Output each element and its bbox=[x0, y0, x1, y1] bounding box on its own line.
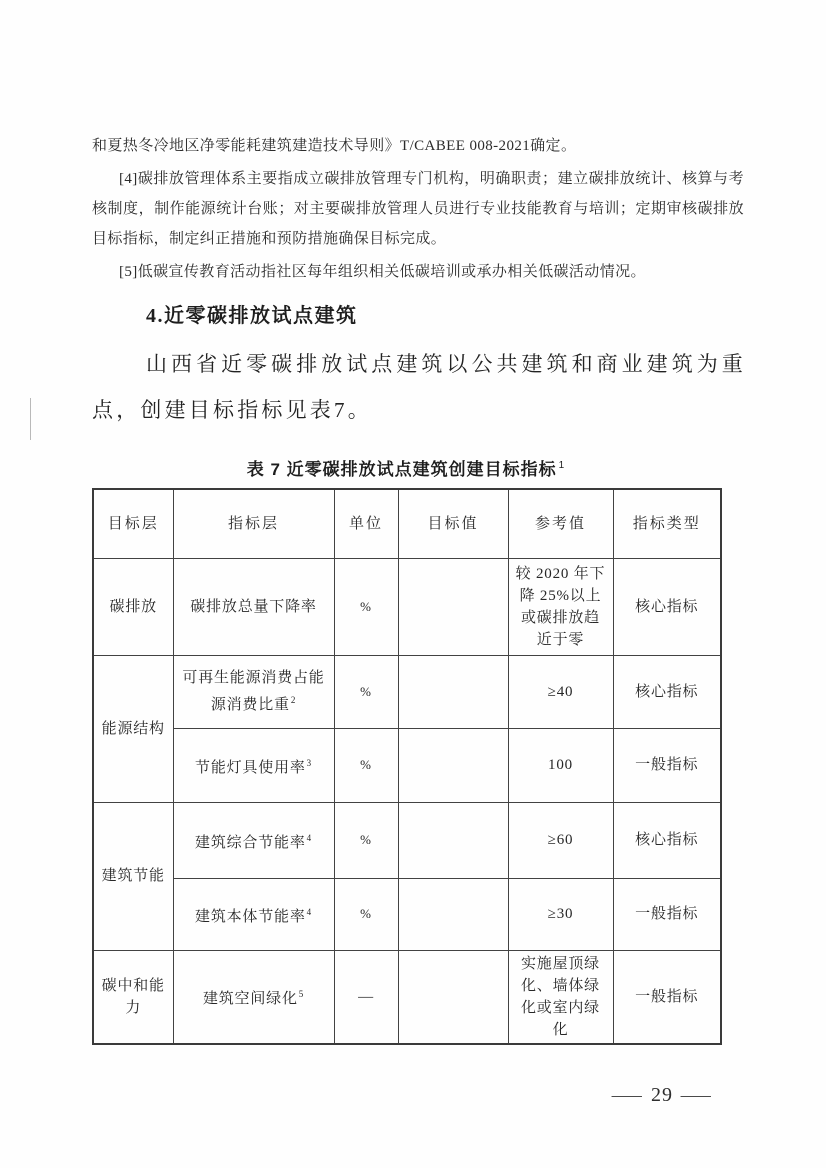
header-cell-unit: 单位 bbox=[334, 489, 398, 558]
header-cell-indicator-layer: 指标层 bbox=[173, 489, 334, 558]
indicator-superscript: 3 bbox=[306, 757, 312, 768]
unit-cell: % bbox=[334, 655, 398, 728]
indicator-cell bbox=[173, 878, 334, 950]
table-row bbox=[93, 802, 721, 878]
table-title-superscript: 1 bbox=[558, 460, 566, 472]
indicator-cell bbox=[173, 950, 334, 1044]
unit-cell: % bbox=[334, 802, 398, 878]
type-cell: 一般指标 bbox=[613, 878, 721, 950]
footnote-4: [4]碳排放管理体系主要指成立碳排放管理专门机构，明确职责；建立碳排放统计、核算与考核制度，制作能源统计台账；对主要碳排放管理人员进行专业技能教育与培训；定期审核碳排放目标指标，制定纠正措施和预防措施确保目标完成。 bbox=[92, 171, 744, 247]
unit-cell: — bbox=[334, 950, 398, 1044]
reference-cell: 较 2020 年下降 25%以上或碳排放趋近于零 bbox=[508, 558, 613, 655]
target-cell bbox=[398, 728, 508, 802]
target-cell bbox=[398, 802, 508, 878]
header-cell-reference-value: 参考值 bbox=[508, 489, 613, 558]
group-cell-energy-structure: 能源结构 bbox=[93, 655, 173, 802]
target-cell bbox=[398, 950, 508, 1044]
indicator-cell bbox=[173, 728, 334, 802]
table-row bbox=[93, 950, 721, 1044]
table-header-row bbox=[93, 489, 721, 558]
header-cell-target-value: 目标值 bbox=[398, 489, 508, 558]
indicator-cell bbox=[173, 802, 334, 878]
page-number-value: 29 bbox=[651, 1084, 673, 1106]
table-row bbox=[93, 728, 721, 802]
group-cell-carbon-emission: 碳排放 bbox=[93, 558, 173, 655]
indicator-superscript: 4 bbox=[306, 832, 312, 843]
section-heading: 4.近零碳排放试点建筑 bbox=[146, 305, 358, 327]
group-cell-carbon-neutral-capacity: 碳中和能力 bbox=[93, 950, 173, 1044]
footnote-5: [5]低碳宣传教育活动指社区每年组织相关低碳培训或承办相关低碳活动情况。 bbox=[119, 264, 646, 280]
type-cell: 核心指标 bbox=[613, 802, 721, 878]
footnote-continuation: 和夏热冬冷地区净零能耗建筑建造技术导则》T/CABEE 008-2021确定。 bbox=[92, 138, 577, 154]
header-cell-indicator-type: 指标类型 bbox=[613, 489, 721, 558]
reference-cell: 实施屋顶绿化、墙体绿化或室内绿化 bbox=[508, 950, 613, 1044]
type-cell: 一般指标 bbox=[613, 950, 721, 1044]
indicators-table bbox=[92, 488, 722, 1045]
indicator-text: 碳排放总量下降率 bbox=[190, 598, 317, 615]
page-number-dash-left: — bbox=[611, 1084, 644, 1106]
indicator-superscript: 5 bbox=[298, 989, 305, 999]
target-cell bbox=[398, 655, 508, 728]
target-cell bbox=[398, 558, 508, 655]
table-row bbox=[93, 558, 721, 655]
reference-cell: ≥40 bbox=[508, 655, 613, 728]
table-title bbox=[92, 455, 720, 480]
indicator-text: 建筑本体节能率 bbox=[195, 908, 306, 925]
reference-cell: ≥30 bbox=[508, 878, 613, 950]
indicator-cell bbox=[173, 558, 334, 655]
indicator-text: 建筑空间绿化 bbox=[202, 991, 298, 1007]
unit-cell: % bbox=[334, 558, 398, 655]
type-cell: 核心指标 bbox=[613, 655, 721, 728]
indicator-text: 节能灯具使用率 bbox=[195, 759, 306, 776]
section-paragraph: 山西省近零碳排放试点建筑以公共建筑和商业建筑为重点，创建目标指标见表7。 bbox=[92, 352, 746, 422]
indicator-superscript: 2 bbox=[290, 695, 297, 705]
footnotes-block bbox=[92, 131, 744, 290]
unit-cell: % bbox=[334, 878, 398, 950]
type-cell: 一般指标 bbox=[613, 728, 721, 802]
unit-cell: % bbox=[334, 728, 398, 802]
indicator-cell bbox=[173, 655, 334, 728]
header-cell-target-layer: 目标层 bbox=[93, 489, 173, 558]
page-number bbox=[604, 1084, 720, 1107]
type-cell: 核心指标 bbox=[613, 558, 721, 655]
indicator-text: 建筑综合节能率 bbox=[195, 834, 306, 851]
scan-artifact-line bbox=[30, 398, 31, 440]
group-cell-building-energy-saving: 建筑节能 bbox=[93, 802, 173, 950]
table-row bbox=[93, 655, 721, 728]
target-cell bbox=[398, 878, 508, 950]
table-title-text: 表 7 近零碳排放试点建筑创建目标指标 bbox=[246, 460, 557, 479]
indicator-superscript: 4 bbox=[306, 906, 312, 917]
page-number-dash-right: — bbox=[680, 1084, 713, 1106]
reference-cell: ≥60 bbox=[508, 802, 613, 878]
indicator-text: 可再生能源消费占能源消费比重 bbox=[182, 670, 325, 713]
table-row bbox=[93, 878, 721, 950]
reference-cell: 100 bbox=[508, 728, 613, 802]
